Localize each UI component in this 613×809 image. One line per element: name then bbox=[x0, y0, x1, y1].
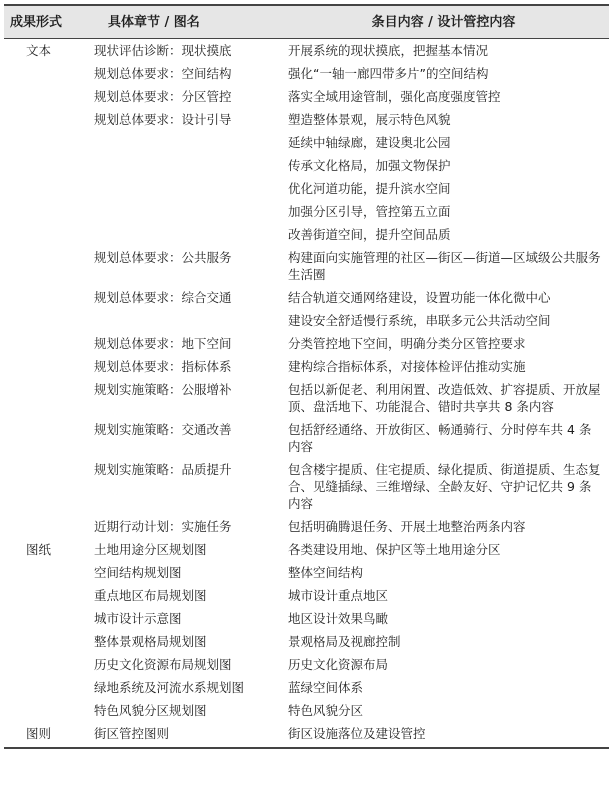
cell-content: 分类管控地下空间，明确分类分区管控要求 bbox=[288, 336, 526, 351]
cell-output-type bbox=[4, 154, 82, 177]
cell-chapter bbox=[82, 154, 278, 177]
cell-output-type: 图纸 bbox=[26, 542, 52, 557]
table-row bbox=[4, 538, 609, 561]
cell-content: 景观格局及视廊控制 bbox=[288, 634, 401, 649]
cell-output-type bbox=[4, 286, 82, 309]
cell-content: 包括舒经通络、开放街区、畅通骑行、分时停车共 4 条内容 bbox=[288, 422, 592, 454]
cell-output-type: 文本 bbox=[26, 43, 52, 58]
table-row bbox=[4, 699, 609, 722]
table-row bbox=[4, 418, 609, 458]
cell-chapter: 规划实施策略：公服增补 bbox=[94, 382, 232, 397]
cell-output-type bbox=[4, 699, 82, 722]
table-row bbox=[4, 332, 609, 355]
table-row bbox=[4, 515, 609, 538]
table-row bbox=[4, 561, 609, 584]
table-row bbox=[4, 584, 609, 607]
cell-output-type bbox=[4, 630, 82, 653]
cell-content: 特色风貌分区 bbox=[288, 703, 364, 718]
cell-chapter: 空间结构规划图 bbox=[94, 565, 182, 580]
table-row bbox=[4, 309, 609, 332]
cell-chapter: 整体景观格局规划图 bbox=[94, 634, 207, 649]
cell-content: 加强分区引导，管控第五立面 bbox=[288, 204, 451, 219]
table-row bbox=[4, 378, 609, 418]
cell-content: 强化“一轴一廊四带多片”的空间结构 bbox=[288, 66, 489, 81]
cell-output-type bbox=[4, 561, 82, 584]
cell-chapter: 土地用途分区规划图 bbox=[94, 542, 207, 557]
cell-output-type bbox=[4, 62, 82, 85]
cell-content: 蓝绿空间体系 bbox=[288, 680, 364, 695]
cell-chapter: 规划总体要求：指标体系 bbox=[94, 359, 232, 374]
cell-chapter: 重点地区布局规划图 bbox=[94, 588, 207, 603]
cell-output-type bbox=[4, 458, 82, 515]
header-row bbox=[4, 5, 609, 39]
cell-content: 改善街道空间，提升空间品质 bbox=[288, 227, 451, 242]
cell-chapter: 绿地系统及河流水系规划图 bbox=[94, 680, 245, 695]
header-chapter: 具体章节 / 图名 bbox=[82, 5, 278, 39]
cell-chapter: 规划总体要求：地下空间 bbox=[94, 336, 232, 351]
header-content: 条目内容 / 设计管控内容 bbox=[278, 5, 609, 39]
cell-output-type bbox=[4, 108, 82, 131]
cell-chapter: 规划总体要求：公共服务 bbox=[94, 250, 232, 265]
cell-content: 开展系统的现状摸底，把握基本情况 bbox=[288, 43, 489, 58]
cell-content: 落实全域用途管制，强化高度强度管控 bbox=[288, 89, 501, 104]
cell-output-type bbox=[4, 309, 82, 332]
cell-chapter bbox=[82, 223, 278, 246]
table-row bbox=[4, 246, 609, 286]
cell-chapter: 规划总体要求：分区管控 bbox=[94, 89, 232, 104]
cell-output-type bbox=[4, 653, 82, 676]
cell-content: 各类建设用地、保护区等土地用途分区 bbox=[288, 542, 501, 557]
cell-chapter: 规划总体要求：空间结构 bbox=[94, 66, 232, 81]
cell-content: 塑造整体景观，展示特色风貌 bbox=[288, 112, 451, 127]
table-row bbox=[4, 355, 609, 378]
cell-output-type bbox=[4, 246, 82, 286]
table-row bbox=[4, 653, 609, 676]
table-row bbox=[4, 85, 609, 108]
cell-content: 结合轨道交通网络建设，设置功能一体化微中心 bbox=[288, 290, 551, 305]
table-row bbox=[4, 39, 609, 63]
cell-content: 优化河道功能，提升滨水空间 bbox=[288, 181, 451, 196]
table-row bbox=[4, 676, 609, 699]
cell-output-type bbox=[4, 223, 82, 246]
cell-content: 延续中轴绿廊，建设奥北公园 bbox=[288, 135, 451, 150]
cell-content: 地区设计效果鸟瞰 bbox=[288, 611, 389, 626]
table-row bbox=[4, 286, 609, 309]
cell-chapter: 城市设计示意图 bbox=[94, 611, 182, 626]
table-row bbox=[4, 722, 609, 748]
table-row bbox=[4, 108, 609, 131]
table-row bbox=[4, 62, 609, 85]
table-row bbox=[4, 607, 609, 630]
cell-chapter: 街区管控图则 bbox=[82, 722, 278, 748]
table-row bbox=[4, 630, 609, 653]
cell-output-type bbox=[4, 177, 82, 200]
cell-output-type bbox=[4, 418, 82, 458]
cell-chapter: 近期行动计划：实施任务 bbox=[94, 519, 232, 534]
table-row bbox=[4, 131, 609, 154]
table-body bbox=[4, 39, 609, 749]
cell-output-type bbox=[4, 332, 82, 355]
cell-output-type bbox=[4, 584, 82, 607]
table-row bbox=[4, 458, 609, 515]
table-header bbox=[4, 5, 609, 39]
cell-chapter: 现状评估诊断：现状摸底 bbox=[94, 43, 232, 58]
cell-output-type bbox=[4, 378, 82, 418]
cell-output-type bbox=[4, 200, 82, 223]
cell-content: 包括明确腾退任务、开展土地整治两条内容 bbox=[288, 519, 526, 534]
cell-chapter bbox=[82, 309, 278, 332]
cell-content: 传承文化格局，加强文物保护 bbox=[288, 158, 451, 173]
planning-output-table bbox=[4, 4, 609, 749]
table-row bbox=[4, 177, 609, 200]
cell-chapter: 特色风貌分区规划图 bbox=[94, 703, 207, 718]
cell-chapter: 历史文化资源布局规划图 bbox=[94, 657, 232, 672]
cell-content: 构建面向实施管理的社区—街区—街道—区域级公共服务生活圈 bbox=[288, 250, 601, 282]
cell-output-type bbox=[4, 85, 82, 108]
cell-chapter: 规划实施策略：交通改善 bbox=[94, 422, 232, 437]
cell-content: 建设安全舒适慢行系统，串联多元公共活动空间 bbox=[288, 313, 551, 328]
table-row bbox=[4, 223, 609, 246]
cell-output-type bbox=[4, 355, 82, 378]
cell-output-type: 图则 bbox=[4, 722, 82, 748]
cell-chapter: 规划实施策略：品质提升 bbox=[94, 462, 232, 477]
cell-chapter bbox=[82, 131, 278, 154]
cell-chapter bbox=[82, 200, 278, 223]
cell-content: 包含楼宇提质、住宅提质、绿化提质、街道提质、生态复合、见缝插绿、三维增绿、全龄友好、守护记忆共 9 条内容 bbox=[288, 462, 601, 511]
cell-content: 城市设计重点地区 bbox=[288, 588, 389, 603]
cell-output-type bbox=[4, 131, 82, 154]
cell-content: 整体空间结构 bbox=[288, 565, 364, 580]
table-row bbox=[4, 200, 609, 223]
table-row bbox=[4, 154, 609, 177]
cell-content: 历史文化资源布局 bbox=[288, 657, 389, 672]
output-table bbox=[4, 4, 609, 749]
cell-output-type bbox=[4, 676, 82, 699]
cell-chapter bbox=[82, 177, 278, 200]
header-output-type: 成果形式 bbox=[4, 5, 82, 39]
cell-output-type bbox=[4, 515, 82, 538]
cell-output-type bbox=[4, 607, 82, 630]
cell-content: 包括以新促老、利用闲置、改造低效、扩容提质、开放屋顶、盘活地下、功能混合、错时共享共 8 条内容 bbox=[288, 382, 601, 414]
cell-content: 街区设施落位及建设管控 bbox=[278, 722, 609, 748]
cell-chapter: 规划总体要求：设计引导 bbox=[94, 112, 232, 127]
cell-chapter: 规划总体要求：综合交通 bbox=[94, 290, 232, 305]
cell-content: 建构综合指标体系，对接体检评估推动实施 bbox=[288, 359, 526, 374]
